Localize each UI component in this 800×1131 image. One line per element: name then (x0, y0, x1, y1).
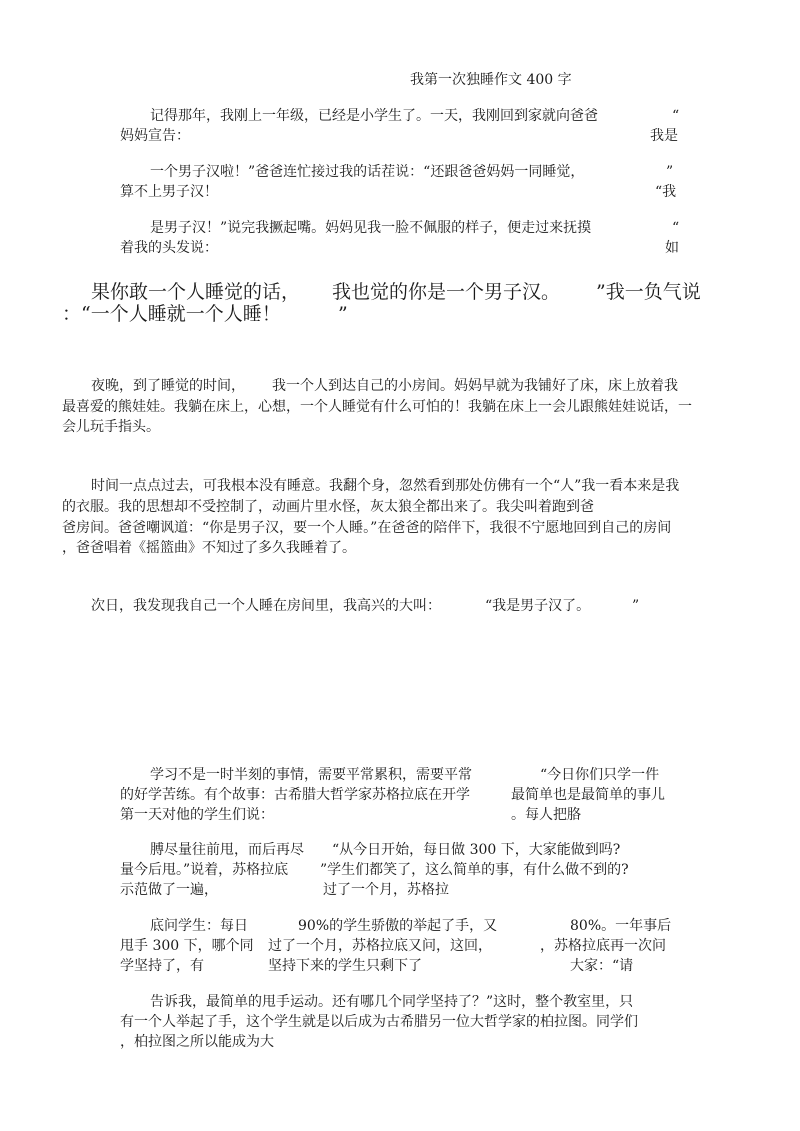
text-line: 的衣服。我的思想却不受控制了，动画片里水怪，灰太狼全都出来了。我尖叫着跑到爸 (62, 499, 594, 515)
text-line: 最喜爱的熊娃娃。我躺在床上，心想，一个人睡觉有什么可怕的！我躺在床上一会儿跟熊娃娃说话，一 (62, 399, 692, 415)
text-fragment: 过了一个月，苏格拉底又问，这回， (268, 938, 492, 954)
text-line: 底问学生：每日 (150, 918, 248, 934)
text-line: 是男子汉！”说完我撅起嘴。妈妈见我一脸不佩服的样子，便走过来抚摸 (150, 220, 592, 236)
text-line-large: 我也觉的你是一个男子汉。 (332, 281, 561, 303)
text-fragment: 我是 (650, 128, 678, 144)
text-fragment: 。每人把胳 (511, 807, 581, 823)
text-line: 算不上男子汉！ (120, 184, 218, 200)
text-line: 学习不是一时半刻的事情，需要平常累积，需要平常 (150, 767, 472, 783)
text-fragment: “我 (655, 184, 677, 200)
text-line: 次日，我发现我自己一个人睡在房间里，我高兴的大叫： (91, 598, 441, 614)
text-line: 膊尽量往前甩，而后再尽 (150, 842, 304, 858)
text-fragment: 大家：“请 (570, 958, 634, 974)
text-line-large: ：“一个人睡就一个人睡！ (62, 303, 281, 325)
text-fragment: “我是男子汉了。 (485, 598, 591, 614)
document-title: 我第一次独睡作文 400 字 (410, 72, 572, 88)
text-fragment: ，苏格拉底再一次问 (540, 938, 666, 954)
text-fragment: ”学生们都笑了，这么简单的事，有什么做不到的? (320, 862, 629, 878)
text-line: 有一个人举起了手，这个学生就是以后成为古希腊另一位大哲学家的柏拉图。同学们 (120, 1014, 638, 1030)
text-fragment: 坚持下来的学生只剩下了 (268, 958, 422, 974)
text-line: 一个男子汉啦！”爸爸连忙接过我的话茬说：“还跟爸爸妈妈一同睡觉， (150, 164, 585, 180)
text-fragment: ” (632, 598, 640, 614)
text-fragment: ” (666, 164, 674, 180)
text-line: ，柏拉图之所以能成为大 (120, 1034, 274, 1050)
text-fragment: 90%的学生骄傲的举起了手，又 (298, 918, 498, 934)
text-line: 学坚持了，有 (120, 958, 204, 974)
text-line: 时间一点点过去，可我根本没有睡意。我翻个身，忽然看到那处仿佛有一个“人”我一看本来是我 (91, 478, 680, 494)
text-line: 妈妈宣告： (120, 128, 190, 144)
text-line-large: ”我一负气说 (596, 281, 701, 303)
text-fragment: 最简单也是最简单的事儿 (511, 787, 665, 803)
text-line: 量今后甩。”说着，苏格拉底 (120, 862, 289, 878)
text-line: 夜晚，到了睡觉的时间， (91, 378, 245, 394)
text-line: 告诉我，最简单的甩手运动。还有哪几个同学坚持了？”这时，整个教室里，只 (150, 994, 634, 1010)
text-line: 记得那年，我刚上一年级，已经是小学生了。一天，我刚回到家就向爸爸 (150, 108, 598, 124)
text-line: 的好学苦练。有个故事：古希腊大哲学家苏格拉底在开学 (120, 787, 470, 803)
text-line: 着我的头发说： (120, 240, 218, 256)
text-line: 爸房间。爸爸嘲讽道：“你是男子汉，要一个人睡。”在爸爸的陪伴下，我很不宁愿地回到自己的房间 (62, 520, 672, 536)
text-line-large: 果你敢一个人睡觉的话， (91, 281, 301, 303)
text-line: 示范做了一遍， (120, 882, 218, 898)
text-line: 第一天对他的学生们说： (120, 807, 274, 823)
text-fragment-large: ” (338, 303, 348, 325)
text-fragment: 过了一个月，苏格拉 (323, 882, 449, 898)
text-line: 甩手 300 下，哪个同 (120, 938, 254, 954)
text-fragment: “今日你们只学一件 (540, 767, 660, 783)
text-line: 我一个人到达自己的小房间。妈妈早就为我铺好了床，床上放着我 (272, 378, 678, 394)
text-fragment: “从今日开始，每日做 300 下，大家能做到吗? (332, 842, 621, 858)
text-fragment: 80%。一年事后 (570, 918, 672, 934)
text-fragment: 如 (665, 240, 679, 256)
text-fragment: “ (672, 108, 680, 124)
text-fragment: “ (672, 220, 680, 236)
text-line: 会儿玩手指头。 (62, 419, 160, 435)
text-line: ，爸爸唱着《摇篮曲》不知过了多久我睡着了。 (62, 540, 356, 556)
